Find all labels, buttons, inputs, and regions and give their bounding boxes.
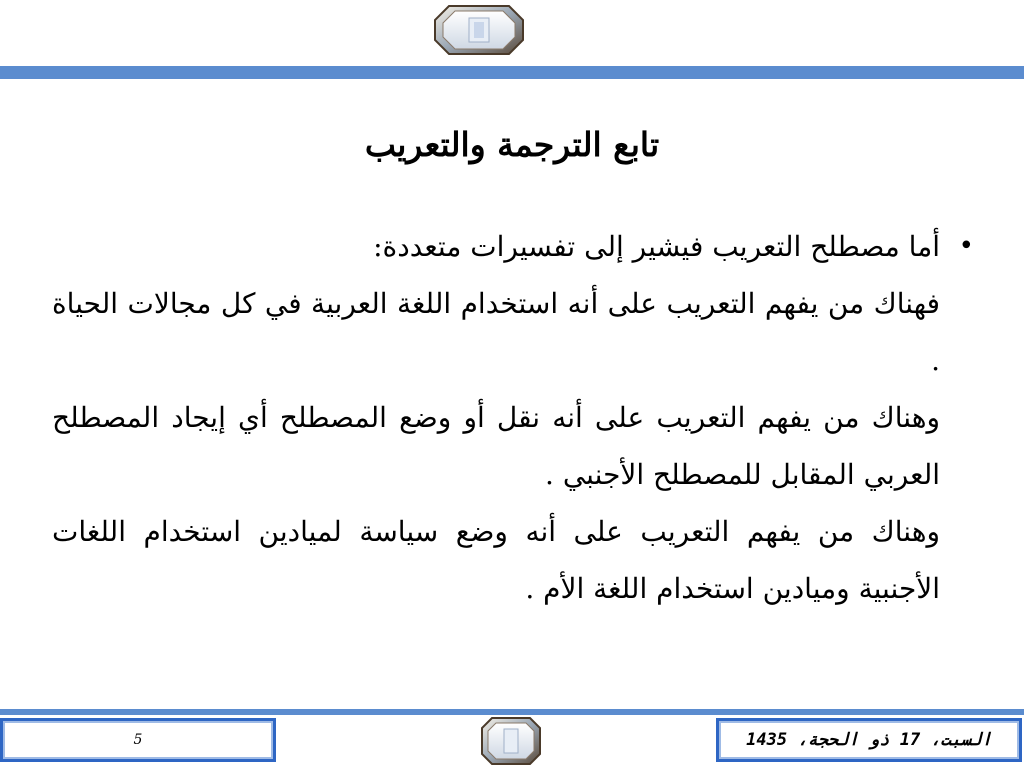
bottom-accent-bar (0, 709, 1024, 715)
page-number: 5 (133, 732, 143, 748)
bullet-icon: • (958, 231, 974, 261)
octagon-emblem-icon (433, 4, 525, 56)
date-box (716, 718, 1022, 762)
slide-title: تابع الترجمة والتعريب (364, 125, 660, 164)
octagon-emblem-icon (480, 716, 542, 766)
bullet-item (52, 218, 982, 275)
paragraph: وهناك من يفهم التعريب على أنه نقل أو وضع المصطلح أي إيجاد المصطلح العربي المقابل للمصطلح الأجنبي . (52, 401, 940, 491)
paragraph: فهناك من يفهم التعريب على أنه استخدام اللغة العربية في كل مجالات الحياة . (52, 287, 940, 377)
paragraph: وهناك من يفهم التعريب على أنه وضع سياسة لميادين استخدام اللغات الأجنبية وميادين استخدام اللغة الأم . (52, 515, 940, 605)
top-accent-bar (0, 66, 1024, 79)
page-number-box (0, 718, 276, 762)
slide-content (52, 218, 982, 617)
date-text: السبت، 17 ذو الحجة، 1435 (746, 730, 992, 750)
bullet-text: أما مصطلح التعريب فيشير إلى تفسيرات متعددة: (373, 230, 940, 263)
